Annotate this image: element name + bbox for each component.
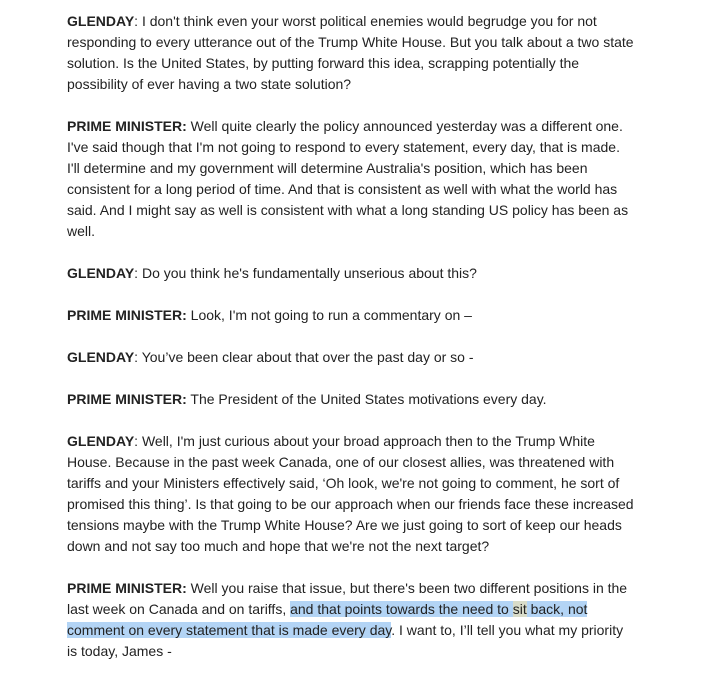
paragraph-text: You’ve been clear about that over the past day or so - — [141, 349, 474, 365]
transcript-paragraph — [67, 11, 635, 95]
transcript-paragraph — [67, 116, 635, 242]
paragraph-text: Well quite clearly the policy announced yesterday was a different one. I've said though that I'm not going to respond to every statement, every day, that is made. I'll determine and my government will determine Australia's position, which has been consistent for a long period of time. And that is consistent as well with what the world has said. And I might say as well is consistent with what a long standing US policy has been as well. — [67, 118, 629, 239]
paragraph-text: Well, I'm just curious about your broad approach then to the Trump White House. Because in the past week Canada, one of our closest allies, was threatened with tariffs and your Ministers effectively said, ‘Oh look, we're not going to comment, he sort of promised this thing’. Is that going to be our approach when our friends face these increased tensions maybe with the Trump White House? Are we just going to sort of keep our heads down and not say too much and hope that we're not the next target? — [67, 433, 634, 554]
speaker-label: PRIME MINISTER: — [67, 391, 187, 407]
speaker-label: GLENDAY — [67, 13, 135, 29]
speaker-label: GLENDAY — [67, 265, 135, 281]
speaker-label: GLENDAY — [67, 433, 135, 449]
speaker-label: PRIME MINISTER: — [67, 307, 187, 323]
speaker-separator: : — [134, 265, 142, 281]
selected-text: back, not comment on every statement that is made every day — [67, 601, 588, 638]
search-highlight: sit — [512, 601, 527, 617]
transcript — [67, 11, 635, 683]
speaker-separator: : — [134, 349, 142, 365]
transcript-paragraph — [67, 263, 635, 284]
paragraph-text: . I want to, I’ll tell you what my priority is today, James - — [67, 622, 624, 659]
transcript-paragraph — [67, 305, 635, 326]
speaker-separator: : — [134, 433, 142, 449]
paragraph-text: Well you raise that issue, but there's been two different positions in the last week on Canada and on tariffs, — [67, 580, 628, 617]
selected-text: and that points towards the need to — [290, 601, 513, 617]
transcript-paragraph — [67, 578, 635, 662]
paragraph-text: Do you think he's fundamentally unserious about this? — [141, 265, 477, 281]
speaker-label: GLENDAY — [67, 349, 135, 365]
transcript-paragraph — [67, 347, 635, 368]
paragraph-text: The President of the United States motivations every day. — [190, 391, 547, 407]
paragraph-text: I don't think even your worst political enemies would begrudge you for not responding to every utterance out of the Trump White House. But you talk about a two state solution. Is the United States, by putting forward this idea, scrapping potentially the possibility of ever having a two state solution? — [67, 13, 634, 92]
paragraph-text: Look, I'm not going to run a commentary on – — [190, 307, 472, 323]
speaker-label: PRIME MINISTER: — [67, 118, 187, 134]
transcript-paragraph — [67, 389, 635, 410]
speaker-label: PRIME MINISTER: — [67, 580, 187, 596]
speaker-separator: : — [134, 13, 142, 29]
transcript-paragraph — [67, 431, 635, 557]
